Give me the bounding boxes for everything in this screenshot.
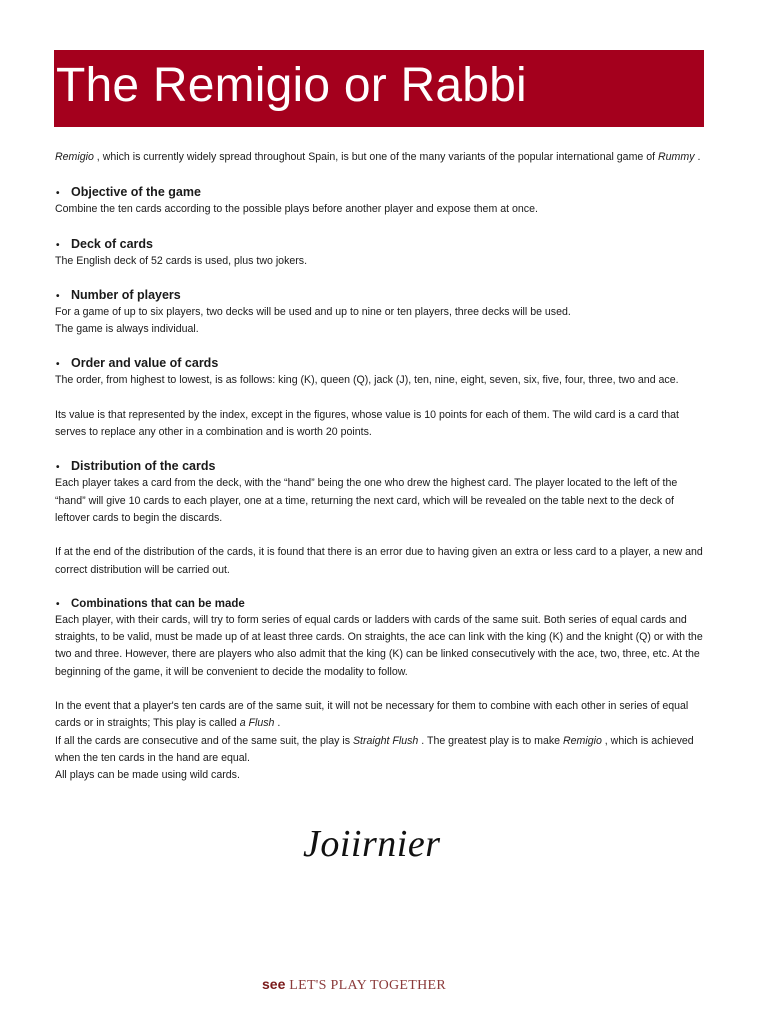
bullet-icon: •: [56, 239, 60, 251]
intro-end: .: [694, 151, 701, 163]
bullet-icon: •: [56, 462, 60, 474]
section-text: If at the end of the distribution of the cards, it is found that there is an error due to having given an extra or less card to a player, a new and correct distribution will be carried out.: [55, 546, 703, 576]
bullet-icon: •: [56, 598, 60, 610]
brand-logo: Joiirnier: [303, 823, 441, 865]
page-title: The Remigio or Rabbi: [56, 59, 527, 112]
straight-text-b: . The greatest play is to make: [418, 734, 563, 747]
section-text: Each player takes a card from the deck, with the “hand” being the one who drew the highest card. The player located to the left of the “hand” will give 10 cards to each player, one at a time, returning the next card, which will be revealed on the table next to the deck of leftover cards to begin the discards.: [55, 477, 678, 524]
section-distribution: [55, 459, 705, 578]
intro-paragraph: [55, 149, 705, 166]
section-heading: [55, 597, 705, 612]
section-text: Combine the ten cards according to the possible plays before another player and expose them at once.: [55, 203, 538, 216]
flush-em: a Flush: [239, 717, 275, 730]
intro-em-rummy: Rummy: [658, 151, 695, 163]
section-text: For a game of up to six players, two decks will be used and up to nine or ten players, three decks will be used.: [55, 305, 571, 318]
footer-see-link[interactable]: see: [262, 976, 286, 992]
document-body: [55, 149, 705, 785]
heading-text: Combinations that can be made: [71, 597, 245, 610]
section-order: [55, 356, 705, 441]
section-text: The English deck of 52 cards is used, plus two jokers.: [55, 254, 308, 267]
intro-em-remigio: Remigio: [55, 151, 94, 163]
intro-text: , which is currently widely spread throughout Spain, is but one of the many variants of the popular international game of: [93, 151, 659, 163]
section-text: Each player, with their cards, will try to form series of equal cards or ladders with cards of the same suit. Both series of equal cards and straights, to be valid, must be made up of at least three cards. On straights, the ace can link with the king (K) and the knight (Q) or with the two and three. However, there are players who also admit that the king (K) can be linked consecutively with the ace, two, three, etc. At the beginning of the game, it will be convenient to decide the modality to follow.: [55, 613, 703, 678]
heading-text: Objective of the game: [71, 185, 201, 200]
section-combinations: [55, 597, 705, 785]
title-banner: [54, 50, 704, 127]
section-heading: [55, 185, 705, 201]
heading-text: Deck of cards: [71, 236, 153, 251]
section-text: All plays can be made using wild cards.: [55, 769, 240, 782]
section-deck: [55, 237, 705, 270]
remigio-em: Remigio: [562, 734, 602, 747]
heading-text: Order and value of cards: [71, 356, 219, 371]
section-text: [55, 733, 705, 768]
section-text: The game is always individual.: [55, 323, 199, 336]
bullet-icon: •: [56, 188, 60, 200]
section-heading: [55, 459, 705, 475]
section-text: Its value is that represented by the index, except in the figures, whose value is 10 points for each of them. The wild card is a card that serves to replace any other in a combination and is worth 20 points.: [55, 408, 680, 439]
section-heading: [55, 237, 705, 253]
heading-text: Distribution of the cards: [71, 459, 216, 474]
section-text: The order, from highest to lowest, is as follows: king (K), queen (Q), jack (J), ten, nine, eight, seven, six, five, four, three, two and ace.: [55, 374, 679, 387]
straight-flush-em: Straight Flush: [352, 734, 419, 747]
flush-text: In the event that a player's ten cards are of the same suit, it will not be necessary for them to combine with each other in series of equal cards or in straights; This play is called: [55, 700, 689, 730]
bullet-icon: •: [56, 290, 60, 302]
flush-end: .: [274, 717, 281, 730]
heading-text: Number of players: [71, 287, 181, 302]
straight-text-a: If all the cards are consecutive and of the same suit, the play is: [55, 734, 353, 747]
footer-tagline-text: LET'S PLAY TOGETHER: [289, 978, 447, 993]
straight-text-c: , which is achieved when the ten cards in the hand are equal.: [55, 734, 694, 764]
section-objective: [55, 185, 705, 218]
section-heading: [55, 288, 705, 304]
section-players: [55, 288, 705, 339]
section-text: [55, 698, 705, 733]
bullet-icon: •: [56, 359, 60, 371]
section-heading: [55, 356, 705, 372]
footer-tagline: [262, 976, 446, 994]
